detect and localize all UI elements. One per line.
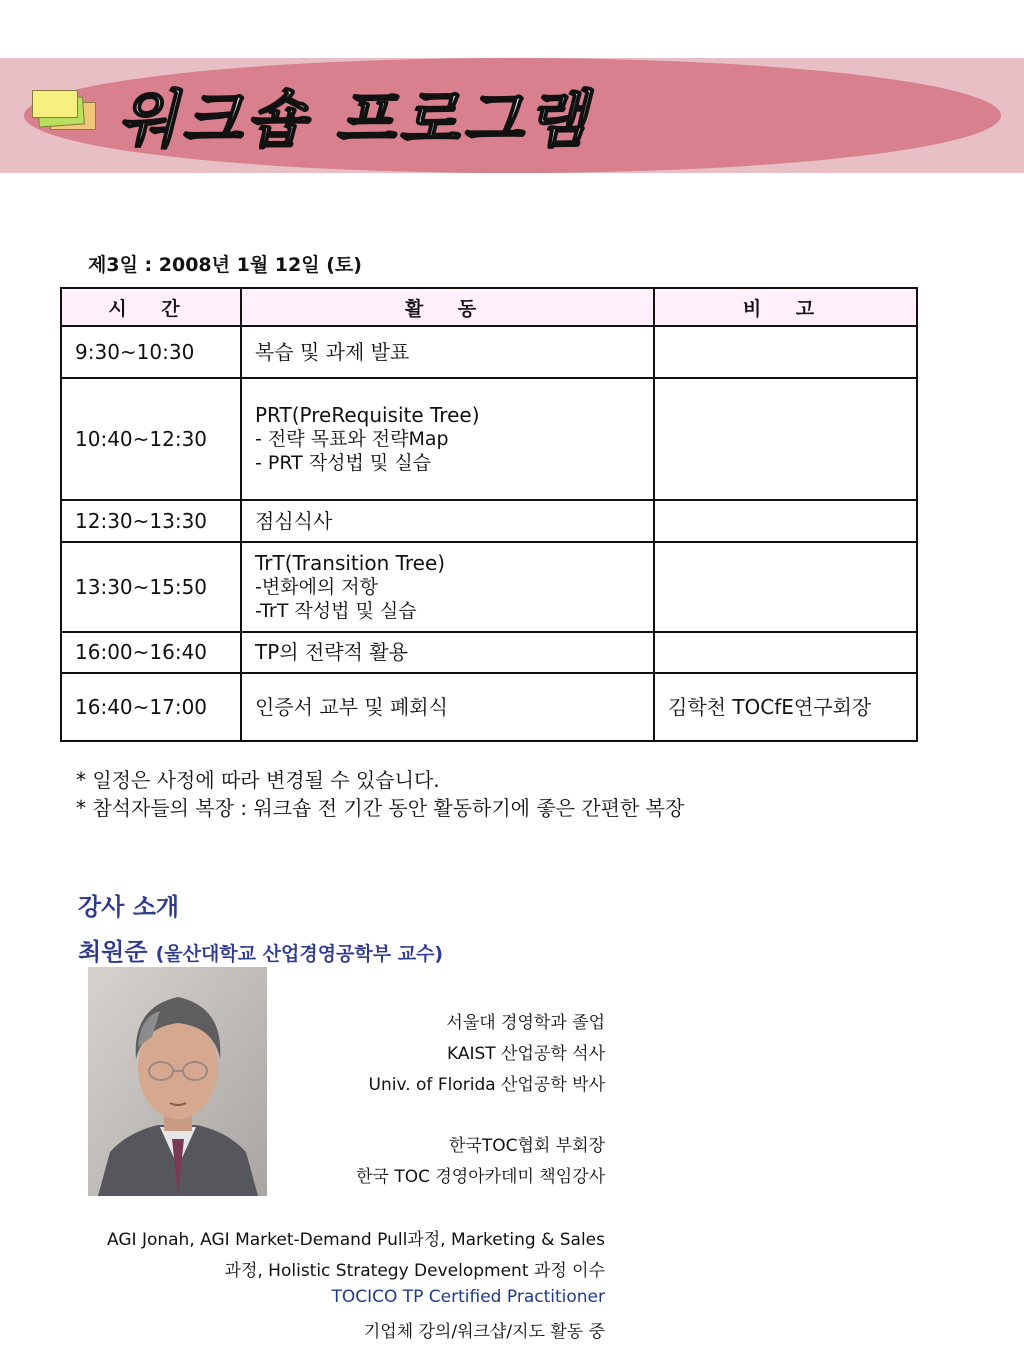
header-time: 시 간	[61, 288, 241, 326]
sticky-notes-icon	[32, 90, 104, 136]
time-cell: 16:40~17:00	[61, 673, 241, 741]
page-title: 워크숍 프로그램	[118, 83, 591, 156]
time-cell: 13:30~15:50	[61, 542, 241, 632]
table-row	[61, 500, 917, 542]
table-row	[61, 673, 917, 741]
header-remarks: 비 고	[654, 288, 917, 326]
bio-line: 과정, Holistic Strategy Development 과정 이수	[224, 1261, 605, 1281]
bio-line-certification: TOCICO TP Certified Practitioner	[331, 1287, 605, 1307]
time-cell: 9:30~10:30	[61, 326, 241, 378]
table-row	[61, 542, 917, 632]
dress-code-note: * 참석자들의 복장 : 워크숍 전 기간 동안 활동하기에 좋은 간편한 복장	[76, 796, 685, 820]
remarks-cell	[654, 632, 917, 673]
remarks-cell: 김학천 TOCfE연구회장	[654, 673, 917, 741]
remarks-cell	[654, 326, 917, 378]
bio-line: 한국 TOC 경영아카데미 책임강사	[356, 1167, 605, 1187]
header-activity: 활 동	[241, 288, 654, 326]
activity-cell	[241, 500, 654, 542]
remarks-cell	[654, 542, 917, 632]
activity-title: 인증서 교부 및 폐회식	[255, 694, 448, 719]
table-header-row	[61, 288, 917, 326]
table-row	[61, 378, 917, 500]
activity-cell	[241, 632, 654, 673]
bio-line: 서울대 경영학과 졸업	[446, 1013, 605, 1033]
instructor-heading: 강사 소개	[78, 893, 180, 921]
activity-detail: - PRT 작성법 및 실습	[255, 451, 432, 474]
instructor-name-line	[78, 932, 443, 967]
activity-detail: -TrT 작성법 및 실습	[255, 599, 417, 622]
time-cell: 10:40~12:30	[61, 378, 241, 500]
bio-line: KAIST 산업공학 석사	[446, 1044, 605, 1064]
table-row	[61, 326, 917, 378]
bio-line: 한국TOC협회 부회장	[449, 1136, 605, 1156]
activity-detail: -변화에의 저항	[255, 575, 379, 598]
schedule-note: * 일정은 사정에 따라 변경될 수 있습니다.	[76, 768, 440, 792]
day-title: 제3일 : 2008년 1월 12일 (토)	[88, 254, 362, 276]
schedule-table	[60, 287, 918, 742]
activity-detail: - 전략 목표와 전략Map	[255, 427, 449, 450]
bio-line: AGI Jonah, AGI Market-Demand Pull과정, Marketing & Sales	[107, 1230, 605, 1250]
activity-title: TP의 전략적 활용	[255, 640, 408, 664]
activity-title: TrT(Transition Tree)	[255, 550, 446, 575]
time-cell: 12:30~13:30	[61, 500, 241, 542]
activity-cell	[241, 673, 654, 741]
bio-line: 기업체 강의/워크샵/지도 활동 중	[363, 1322, 605, 1342]
instructor-affiliation: (울산대학교 산업경영공학부 교수)	[155, 943, 444, 965]
remarks-cell	[654, 500, 917, 542]
activity-cell	[241, 378, 654, 500]
activity-cell	[241, 542, 654, 632]
table-row	[61, 632, 917, 673]
activity-title: 점심식사	[255, 508, 333, 533]
bio-line: Univ. of Florida 산업공학 박사	[368, 1075, 605, 1095]
activity-title: PRT(PreRequisite Tree)	[255, 402, 480, 427]
time-cell: 16:00~16:40	[61, 632, 241, 673]
instructor-name: 최원준	[78, 938, 148, 966]
remarks-cell	[654, 378, 917, 500]
activity-title: 복습 및 과제 발표	[255, 339, 410, 364]
activity-cell	[241, 326, 654, 378]
